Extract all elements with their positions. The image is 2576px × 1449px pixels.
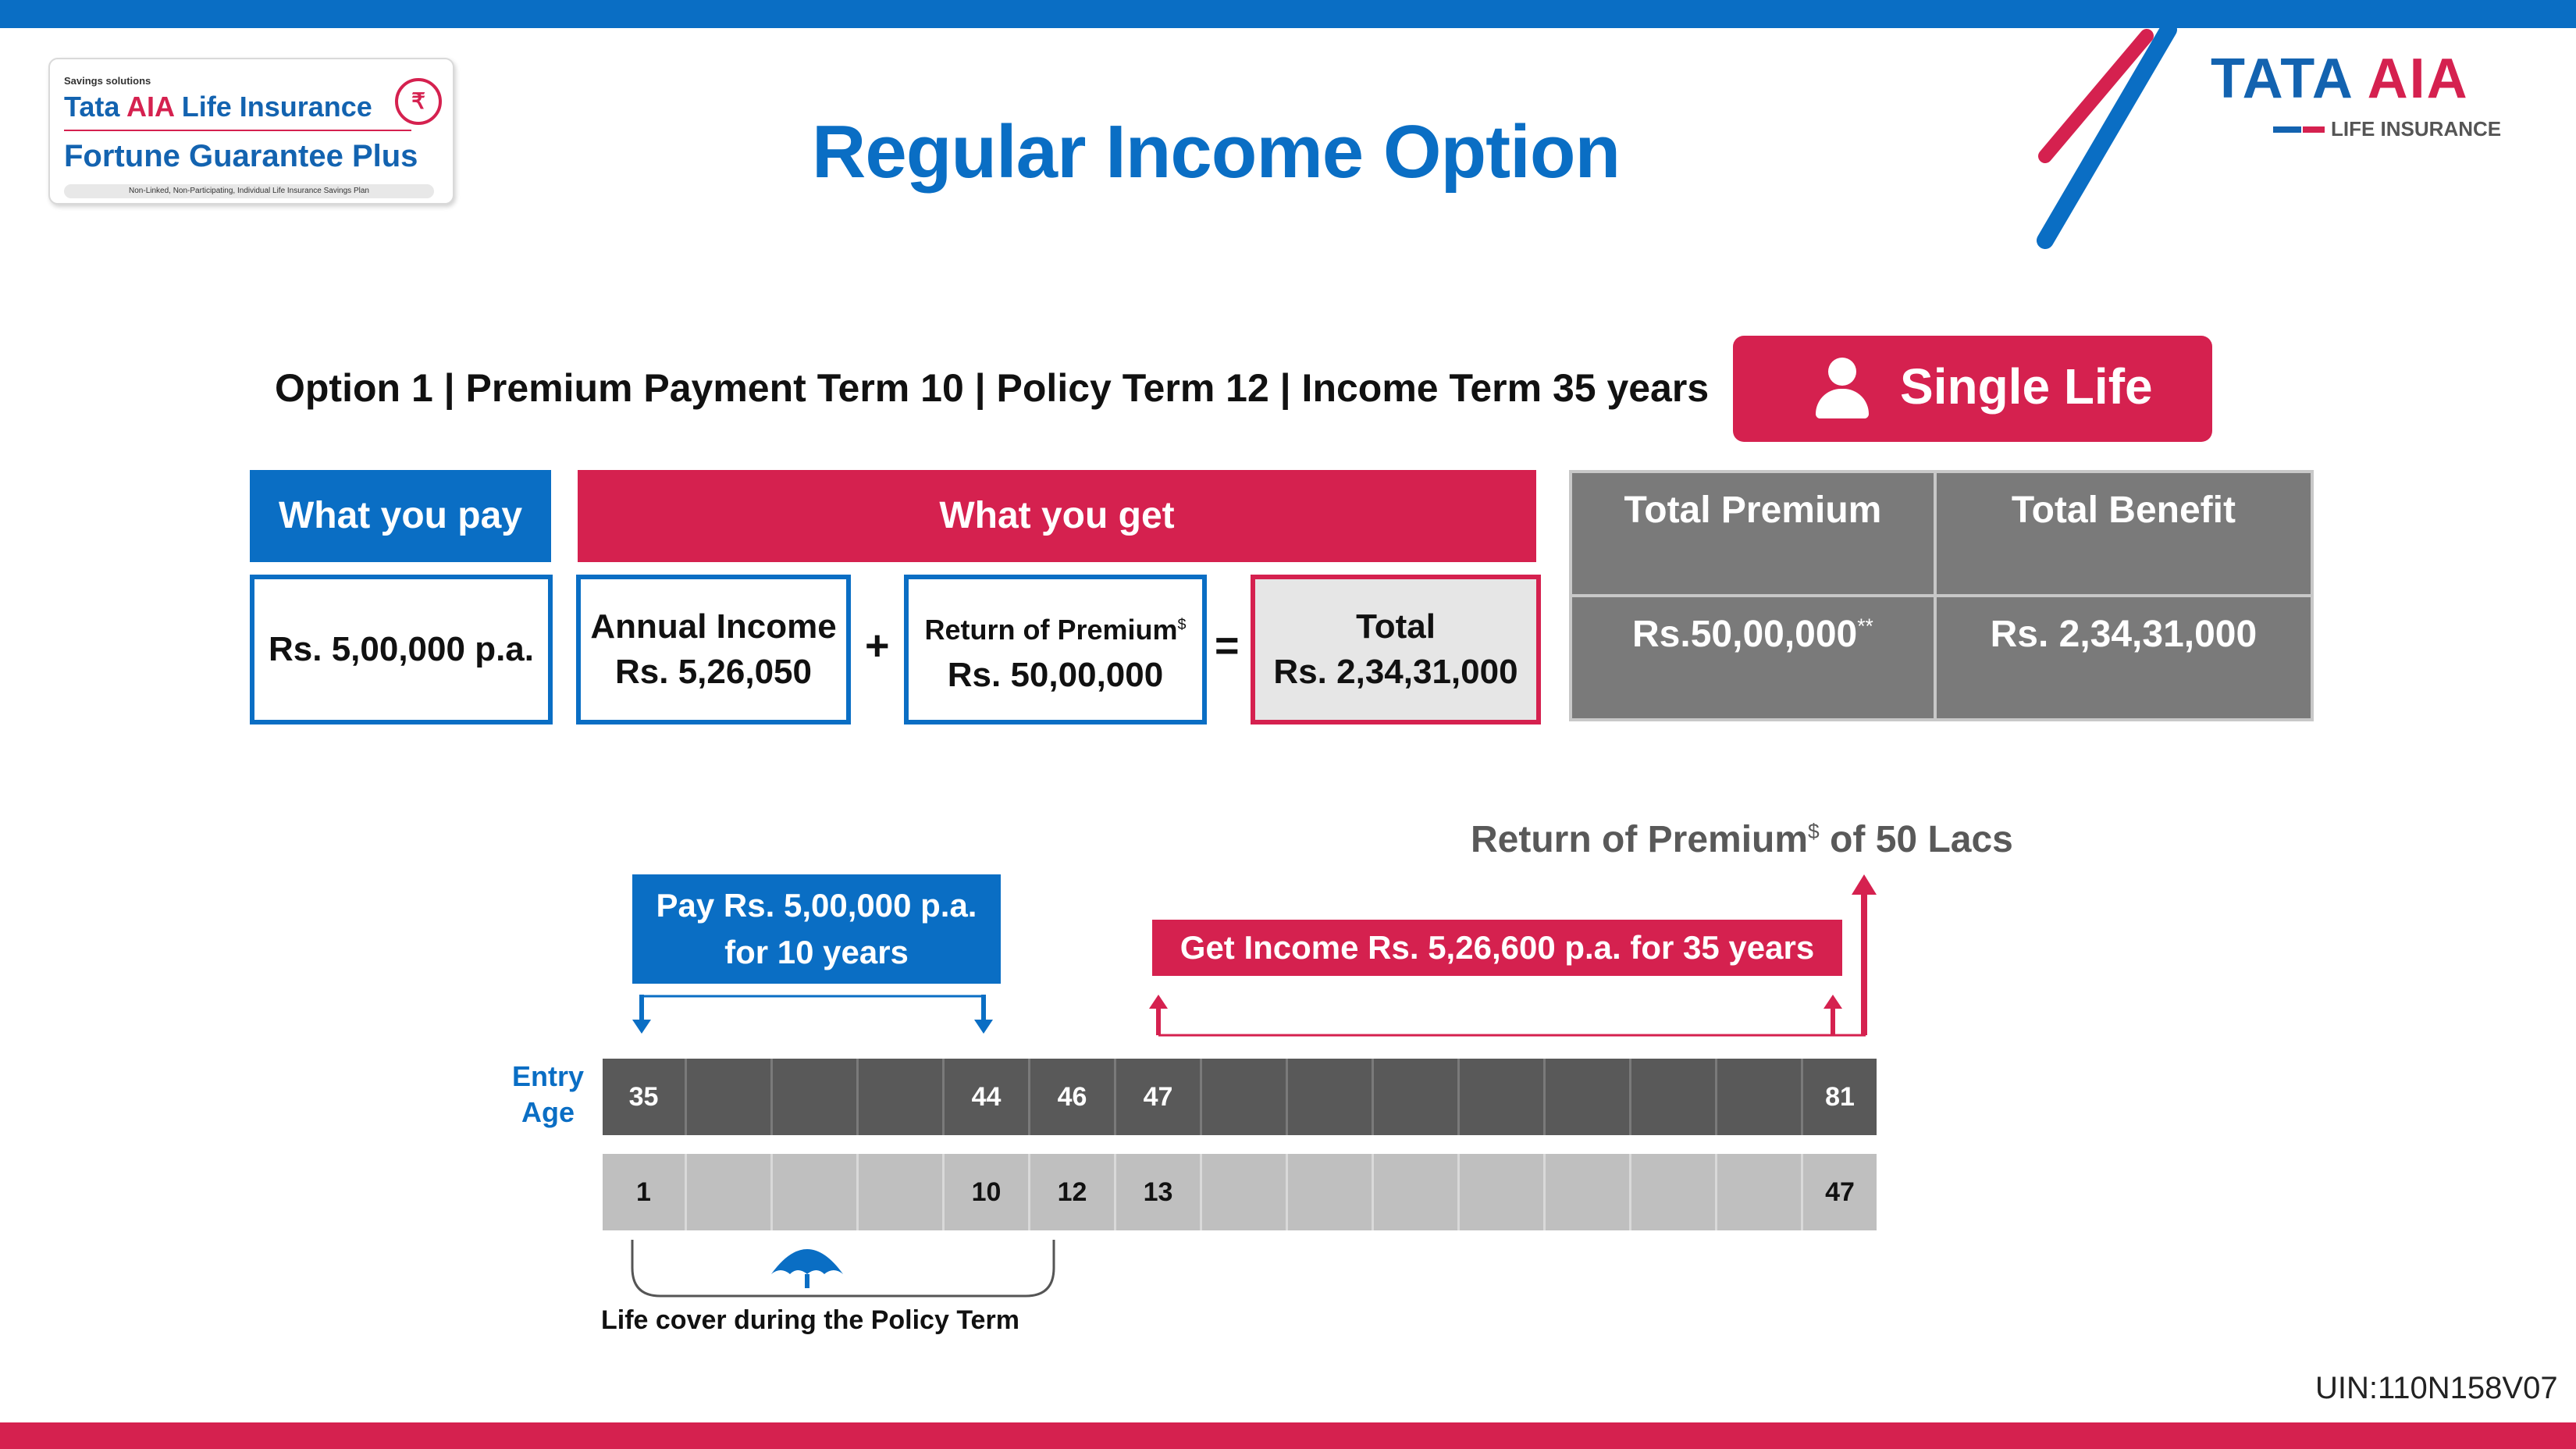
total-benefit-value: Rs. 2,34,31,000 [1935, 596, 2312, 720]
policy-year-cell: 12 [1030, 1154, 1116, 1230]
income-end-arrow-head [1823, 995, 1842, 1009]
single-life-badge [1733, 336, 2212, 442]
what-you-pay-header: What you pay [250, 470, 551, 562]
person-icon [1828, 358, 1856, 386]
age-cell [1460, 1059, 1546, 1135]
age-timeline-row [603, 1059, 1877, 1135]
policy-year-cell [1460, 1154, 1546, 1230]
policy-year-cell: 47 [1825, 1177, 1855, 1207]
income-start-arrow-head [1149, 995, 1168, 1009]
age-cell: 81 [1825, 1081, 1855, 1112]
logo-product-name: Fortune Guarantee Plus [64, 139, 418, 173]
logo-divider [64, 130, 411, 131]
pay-start-arrow-head [632, 1020, 651, 1034]
age-cell [773, 1059, 859, 1135]
money-bag-icon: ₹ [395, 78, 442, 125]
age-cell [859, 1059, 945, 1135]
age-cell [1202, 1059, 1288, 1135]
product-logo [48, 58, 454, 205]
uin-code: UIN:110N158V07 [2315, 1371, 2558, 1405]
logo-tagline: Non-Linked, Non-Participating, Individual Life Insurance Savings Plan [64, 184, 434, 198]
logo-dash [2303, 126, 2325, 133]
policy-year-timeline-row [603, 1154, 1877, 1230]
age-cell [1374, 1059, 1460, 1135]
company-logo-subtitle: LIFE INSURANCE [2331, 117, 2502, 141]
policy-year-cell: 10 [945, 1154, 1030, 1230]
policy-year-cell [1374, 1154, 1460, 1230]
policy-year-cell [1288, 1154, 1374, 1230]
pay-end-arrow-head [974, 1020, 993, 1034]
policy-year-cell [773, 1154, 859, 1230]
person-icon-body [1816, 389, 1869, 418]
summary-table [1569, 470, 2314, 721]
logo-dash [2273, 126, 2301, 133]
age-cell [1288, 1059, 1374, 1135]
timeline-arrows [546, 859, 1889, 1054]
return-of-premium-box: Return of Premium$ Rs. 50,00,000 [904, 575, 1207, 724]
total-box: Total Rs. 2,34,31,000 [1251, 575, 1541, 724]
premium-amount-box: Rs. 5,00,000 p.a. [250, 575, 553, 724]
page-title: Regular Income Option [812, 110, 1621, 194]
life-cover-caption: Life cover during the Policy Term [601, 1305, 1019, 1335]
logo-category: Savings solutions [64, 75, 151, 87]
policy-year-cell [1631, 1154, 1717, 1230]
logo-brand: Tata AIA Life Insurance [64, 91, 372, 123]
policy-year-cell: 1 [603, 1154, 687, 1230]
single-life-label: Single Life [1900, 358, 2153, 415]
umbrella-icon [768, 1240, 846, 1296]
total-premium-header: Total Premium [1571, 472, 1935, 596]
equals-operator: = [1215, 622, 1240, 669]
option-description: Option 1 | Premium Payment Term 10 | Policy Term 12 | Income Term 35 years [275, 366, 1710, 410]
income-period-box: Get Income Rs. 5,26,600 p.a. for 35 years [1152, 920, 1842, 976]
bottom-accent-bar [0, 1422, 2576, 1449]
policy-year-cell [1717, 1154, 1803, 1230]
company-logo: TATA AIA [2211, 48, 2469, 110]
logo-swoosh-graphic [2030, 28, 2178, 255]
plus-operator: + [865, 622, 890, 669]
total-benefit-header: Total Benefit [1935, 472, 2312, 596]
policy-year-cell [687, 1154, 773, 1230]
policy-year-cell [859, 1154, 945, 1230]
age-cell: 47 [1116, 1059, 1202, 1135]
top-accent-bar [0, 0, 2576, 28]
what-you-get-header: What you get [578, 470, 1536, 562]
age-cell [687, 1059, 773, 1135]
age-cell: 46 [1030, 1059, 1116, 1135]
return-of-premium-arrow-head [1852, 874, 1877, 895]
age-cell: 35 [603, 1059, 687, 1135]
policy-year-cell: 13 [1116, 1154, 1202, 1230]
total-premium-value: Rs.50,00,000** [1571, 596, 1935, 720]
age-cell [1546, 1059, 1631, 1135]
pay-period-box: Pay Rs. 5,00,000 p.a. for 10 years [632, 874, 1001, 984]
age-cell [1631, 1059, 1717, 1135]
policy-year-cell [1546, 1154, 1631, 1230]
return-of-premium-label: Return of Premium$ of 50 Lacs [1471, 819, 2013, 860]
entry-age-label: Entry Age [511, 1060, 585, 1128]
summary-header-row [1571, 472, 2312, 596]
policy-year-cell [1202, 1154, 1288, 1230]
age-cell: 44 [945, 1059, 1030, 1135]
summary-value-row [1571, 596, 2312, 720]
annual-income-box: Annual Income Rs. 5,26,050 [576, 575, 851, 724]
age-cell [1717, 1059, 1803, 1135]
